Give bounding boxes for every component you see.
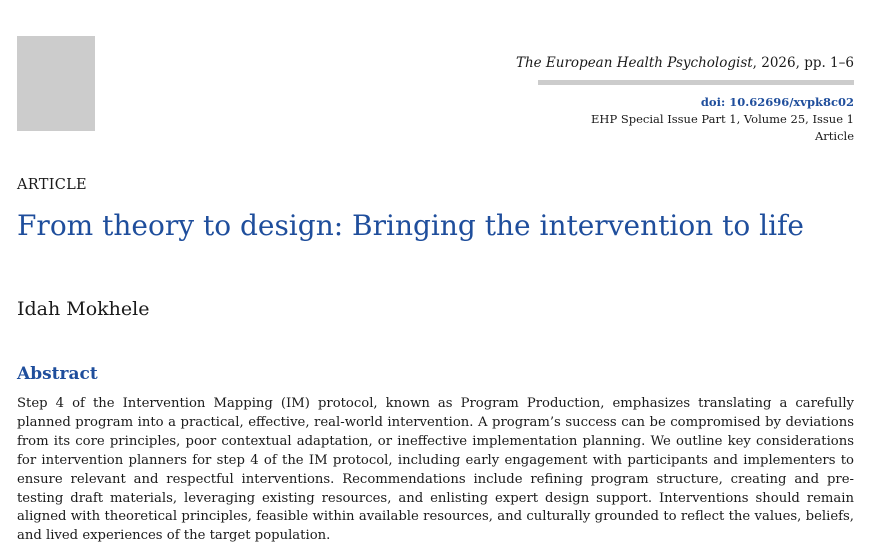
article-type-label: ARTICLE	[17, 177, 87, 193]
journal-logo-placeholder	[17, 36, 95, 131]
article-kind: Article	[814, 129, 854, 143]
issue-info: EHP Special Issue Part 1, Volume 25, Issue 1	[591, 112, 854, 126]
journal-name: The European Health Psychologist	[515, 55, 753, 71]
journal-citation	[516, 55, 854, 71]
author-name: Idah Mokhele	[17, 298, 150, 320]
article-title: From theory to design: Bringing the intervention to life	[17, 209, 804, 242]
abstract-heading: Abstract	[17, 364, 98, 384]
journal-year-pages: , 2026, pp. 1–6	[752, 55, 854, 71]
abstract-body: Step 4 of the Intervention Mapping (IM) protocol, known as Program Production, emphasizes translating a carefully planned program into a practical, effective, real-world intervention. A program’s success can be compromised by deviations from its core principles, poor contextual adaptation, or ineffective implementation planning. We outline key considerations for intervention planners for step 4 of the IM protocol, including early engagement with participants and implementers to ensure relevant and respectful interventions. Recommendations include refining program structure, creating and pre-testing draft materials, leveraging existing resources, and enlisting expert design support. Interventions should remain aligned with theoretical principles, feasible within available resources, and culturally grounded to reflect the values, beliefs, and lived experiences of the target population.	[17, 396, 854, 544]
doi-link[interactable]: doi: 10.62696/xvpk8c02	[700, 95, 854, 109]
article-meta	[591, 94, 854, 145]
header-divider	[538, 80, 854, 85]
